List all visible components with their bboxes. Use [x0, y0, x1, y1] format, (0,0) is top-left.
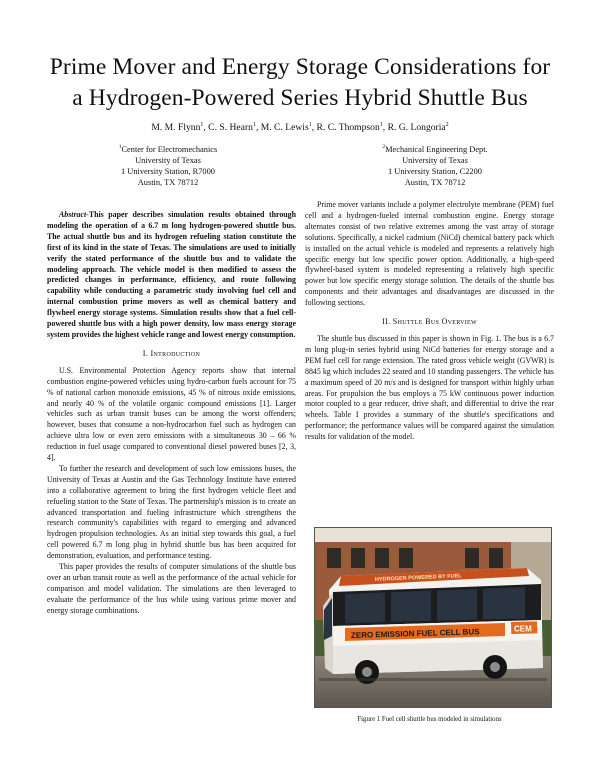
- intro-paragraph: U.S. Environmental Protection Agency reports show that internal combustion engine-powered vehicles using hydro-carbon fuels account for 75 % of national carbon monoxide emissions, 45 % of nitrous oxide emissions, and nearly 40 % of the volatile organic compound emissions [1]. Larger vehicles such as urban transit buses can be among the worst offenders; however, buses that consume a non-hydrocarbon fuel such as hydrogen can achieve ultra low or even zero emissions with a simultaneous 30 – 66 % reduction in fuel usage compared to conventional diesel powered buses [2, 3, 4].: [47, 365, 296, 463]
- figure-caption: Figure 1 Fuel cell shuttle bus modeled in simulations: [357, 716, 502, 723]
- bus-side-text: ZERO EMISSION FUEL CELL BUS: [350, 627, 480, 640]
- affiliation-line: Center for Electromechanics: [121, 144, 218, 154]
- author-sup: 1: [252, 122, 256, 128]
- affiliation-line: 1 University Station, R7000: [121, 166, 215, 176]
- abstract: [47, 210, 296, 341]
- author-sup: 1: [308, 122, 312, 128]
- intro-paragraph: This paper provides the results of computer simulations of the shuttle bus over an urban transit route as well as the performance of the actual vehicle for comparison and model validation. The simulations are then leveraged to evaluate the performance of the bus while using various prime mover and energy storage combinations.: [47, 562, 296, 615]
- author-name: R. G. Longoria: [387, 122, 446, 134]
- author-list: M. M. Flynn$^1$, C. S. Hearn$^1$, M. C. Lewis$^1$, R. C. Thompson$^1$, R. G. Longoria$^2$: [151, 122, 449, 134]
- abstract-lead: Abstract-: [59, 210, 89, 219]
- author-sup: 1: [379, 122, 383, 128]
- affiliation-line: University of Texas: [402, 155, 468, 165]
- title-line-1: Prime Mover and Energy Storage Considerations for: [49, 54, 551, 80]
- affiliation-line: Austin, TX 78712: [404, 177, 466, 187]
- author-sup: 2: [445, 122, 449, 128]
- author-name: M. C. Lewis: [260, 122, 309, 134]
- body-paragraph: Prime mover variants include a polymer electrolyte membrane (PEM) fuel cell and a hydrogen-fueled internal combustion engine. Energy storage alternates consist of two relative extremes among the vast array of storage solutions. Specifically, a nickel cadmium (NiCd) chemical battery pack which is installed on the actual vehicle is modeled and represents a relatively high specific energy but low specific power option. Additionally, a high-speed flywheel-based system is modeled representing a relatively high specific power but low specific energy storage solution. The details of the shuttle bus components and their advantages and disadvantages are discussed in the following sections.: [305, 200, 554, 308]
- affiliation-sup: 1: [118, 144, 122, 150]
- left-column: [47, 210, 296, 617]
- right-column: [305, 200, 554, 443]
- bus-logo-text: CEM: [514, 624, 532, 634]
- author-name: C. S. Hearn: [208, 122, 253, 134]
- body-paragraph: The shuttle bus discussed in this paper is shown in Fig. 1. The bus is a 6.7 m long plug-in series hybrid using NiCd batteries for energy storage and a PEM fuel cell for range extension. The rated gross vehicle weight (GVWR) is 8845 kg which includes 22 seated and 10 standing passengers. The vehicle has a maximum speed of 20 m/s and is designed for transport within highly urban areas. For propulsion the bus employs a 75 kW continuous power induction motor coupled to a gear reducer, drive shaft, and differential to drive the rear wheels. Table I provides a summary of the shuttle's specifications and performance; the performance values will be compared against the simulation results for validation of the model.: [305, 333, 554, 442]
- intro-paragraph: To further the research and development of such low emissions buses, the University of Texas at Austin and the Gas Technology Institute have entered into a collaborative agreement to bring the first hydrogen vehicle fleet and refueling station to the State of Texas. The partnership's mission is to create an advanced transportation and fueling infrastructure which strengthens the research community's capabilities with regard to emerging and advanced hydrogen propulsion technologies. As an initial step towards this goal, a fuel cell powered 6.7 m long plug in hybrid shuttle bus has been acquired for demonstration, evaluation, and performance testing.: [47, 463, 296, 561]
- affiliation-line: Austin, TX 78712: [137, 177, 199, 187]
- figure-bus-photo: [314, 527, 552, 708]
- section-heading-introduction: I. Introduction: [142, 348, 201, 358]
- bus-roof-text: HYDROGEN POWERED BY FUEL: [374, 573, 462, 583]
- affiliation-line: University of Texas: [135, 155, 201, 165]
- affiliation-sup: 2: [382, 144, 386, 150]
- author-name: M. M. Flynn: [151, 122, 201, 134]
- section-heading-shuttle-overview: II. Shuttle Bus Overview: [382, 317, 477, 327]
- title-line-2: a Hydrogen-Powered Series Hybrid Shuttle Bus: [72, 85, 528, 111]
- author-sup: 1: [200, 122, 204, 128]
- author-name: R. C. Thompson: [316, 122, 380, 134]
- bus-photo-illustration: [315, 528, 551, 707]
- abstract-text: This paper describes simulation results obtained through modeling the operation of a 6.7 m long hydrogen-powered shuttle bus. The actual shuttle bus and its hydrogen refueling station constitute the first of its kind in the state of Texas. The simulations are used to initially verify the stated performance of the shuttle bus and to validate the modeling approach. The vehicle model is then modified to assess the predicted changes in performance, efficiency, and route following capability while conducting a parametric study involving fuel cell and internal combustion prime movers as well as chemical battery and flywheel energy storage systems. Simulation results show that a fuel cell-powered shuttle bus with a high power density, low mass energy storage system provides the highest vehicle range and lowest energy consumption.: [47, 210, 296, 339]
- paper-title: [30, 52, 570, 114]
- affiliation-line: Mechanical Engineering Dept.: [385, 144, 488, 154]
- affiliation-2: [345, 142, 525, 188]
- affiliation-1: [78, 142, 258, 188]
- affiliation-line: 1 University Station, C2200: [388, 166, 482, 176]
